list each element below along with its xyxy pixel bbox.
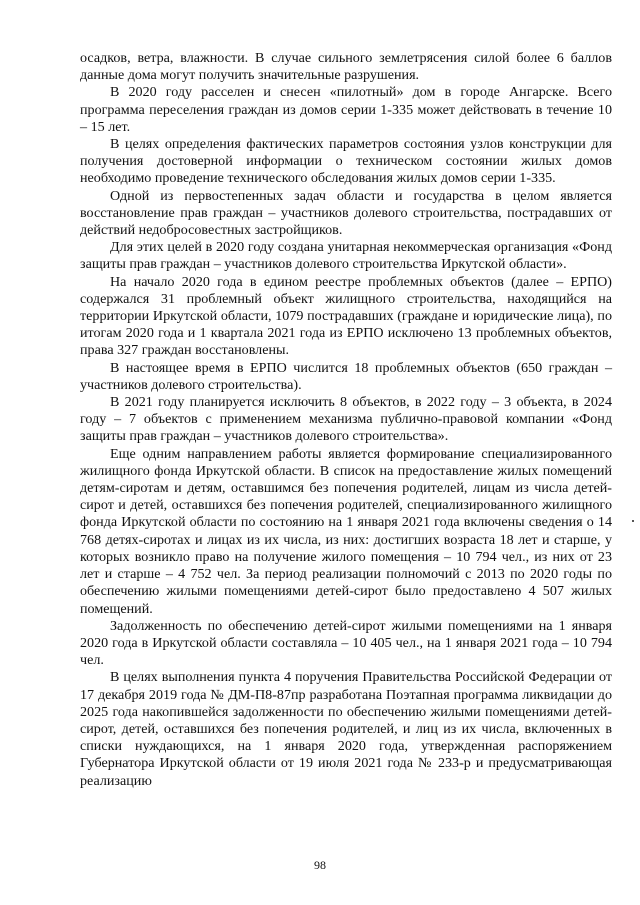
paragraph-9: Еще одним направлением работы является формирование специализированного жилищного фонда Иркутской области. В список на предоставление жилых помещений детям-сиротам и детям, оставшимся без попечения родителей, лицам из числа детей-сирот и детей, оставшихся без попечения родителей, специализированного жилищного фонда Иркутской области по состоянию на 1 января 2021 года включены сведения о 14 768 детях-сиротах и лицах из их числа, из них: достигших возраста 18 лет и старше, у которых возникло право на получение жилого помещения – 10 794 чел., из них от 23 лет и старше – 4 752 чел. За период реализации полномочий с 2013 по 2020 годы по обеспечению жилыми помещениями детей-сирот было предоставлено 4 507 жилых помещений.	[80, 445, 612, 617]
scan-mark	[632, 520, 634, 522]
body-text	[80, 50, 612, 790]
paragraph-2: В 2020 году расселен и снесен «пилотный» дом в городе Ангарске. Всего программа переселения граждан из домов серии 1-335 может действовать в течение 10 – 15 лет.	[80, 84, 612, 135]
paragraph-4: Одной из первостепенных задач области и государства в целом является восстановление прав граждан – участников долевого строительства, пострадавших от действий недобросовестных застройщиков.	[80, 187, 612, 239]
paragraph-6: На начало 2020 года в едином реестре проблемных объектов (далее – ЕРПО) содержался 31 проблемный объект жилищного строительства, находящийся на территории Иркутской области, 1079 пострадавших (граждане и юридические лица), по итогам 2020 года и 1 квартала 2021 года из ЕРПО исключено 13 проблемных объектов, права 327 граждан восстановлены.	[80, 273, 612, 359]
page-number: 98	[314, 858, 326, 872]
paragraph-1: осадков, ветра, влажности. В случае сильного землетрясения силой более 6 баллов данные дома могут получить значительные разрушения.	[80, 50, 612, 84]
paragraph-3: В целях определения фактических параметров состояния узлов конструкции для получения достоверной информации о техническом состоянии жилых домов необходимо проведение технического обследования жилых домов серии 1-335.	[80, 136, 612, 187]
paragraph-5: Для этих целей в 2020 году создана унитарная некоммерческая организация «Фонд защиты прав граждан – участников долевого строительства Иркутской области».	[80, 239, 612, 273]
paragraph-7: В настоящее время в ЕРПО числится 18 проблемных объектов (650 граждан – участников долевого строительства).	[80, 359, 612, 393]
paragraph-10: Задолженность по обеспечению детей-сирот жилыми помещениями на 1 января 2020 года в Иркутской области составляла – 10 405 чел., на 1 января 2021 года – 10 794 чел.	[80, 617, 612, 669]
paragraph-8: В 2021 году планируется исключить 8 объектов, в 2022 году – 3 объекта, в 2024 году – 7 объектов с применением механизма публично-правовой компании «Фонд защиты прав граждан – участников долевого строительства».	[80, 394, 612, 445]
paragraph-11: В целях выполнения пункта 4 поручения Правительства Российской Федерации от 17 декабря 2019 года № ДМ-П8-87пр разработана Поэтапная программа ликвидации до 2025 года накопившейся задолженности по обеспечению жилыми помещениями детей-сирот, детей, оставшихся без попечения родителей, и лиц из их числа, включенных в списки нуждающихся, на 1 января 2020 года, утвержденная распоряжением Губернатора Иркутской области от 19 июля 2021 года № 233-р и предусматривающая реализацию	[80, 669, 612, 789]
